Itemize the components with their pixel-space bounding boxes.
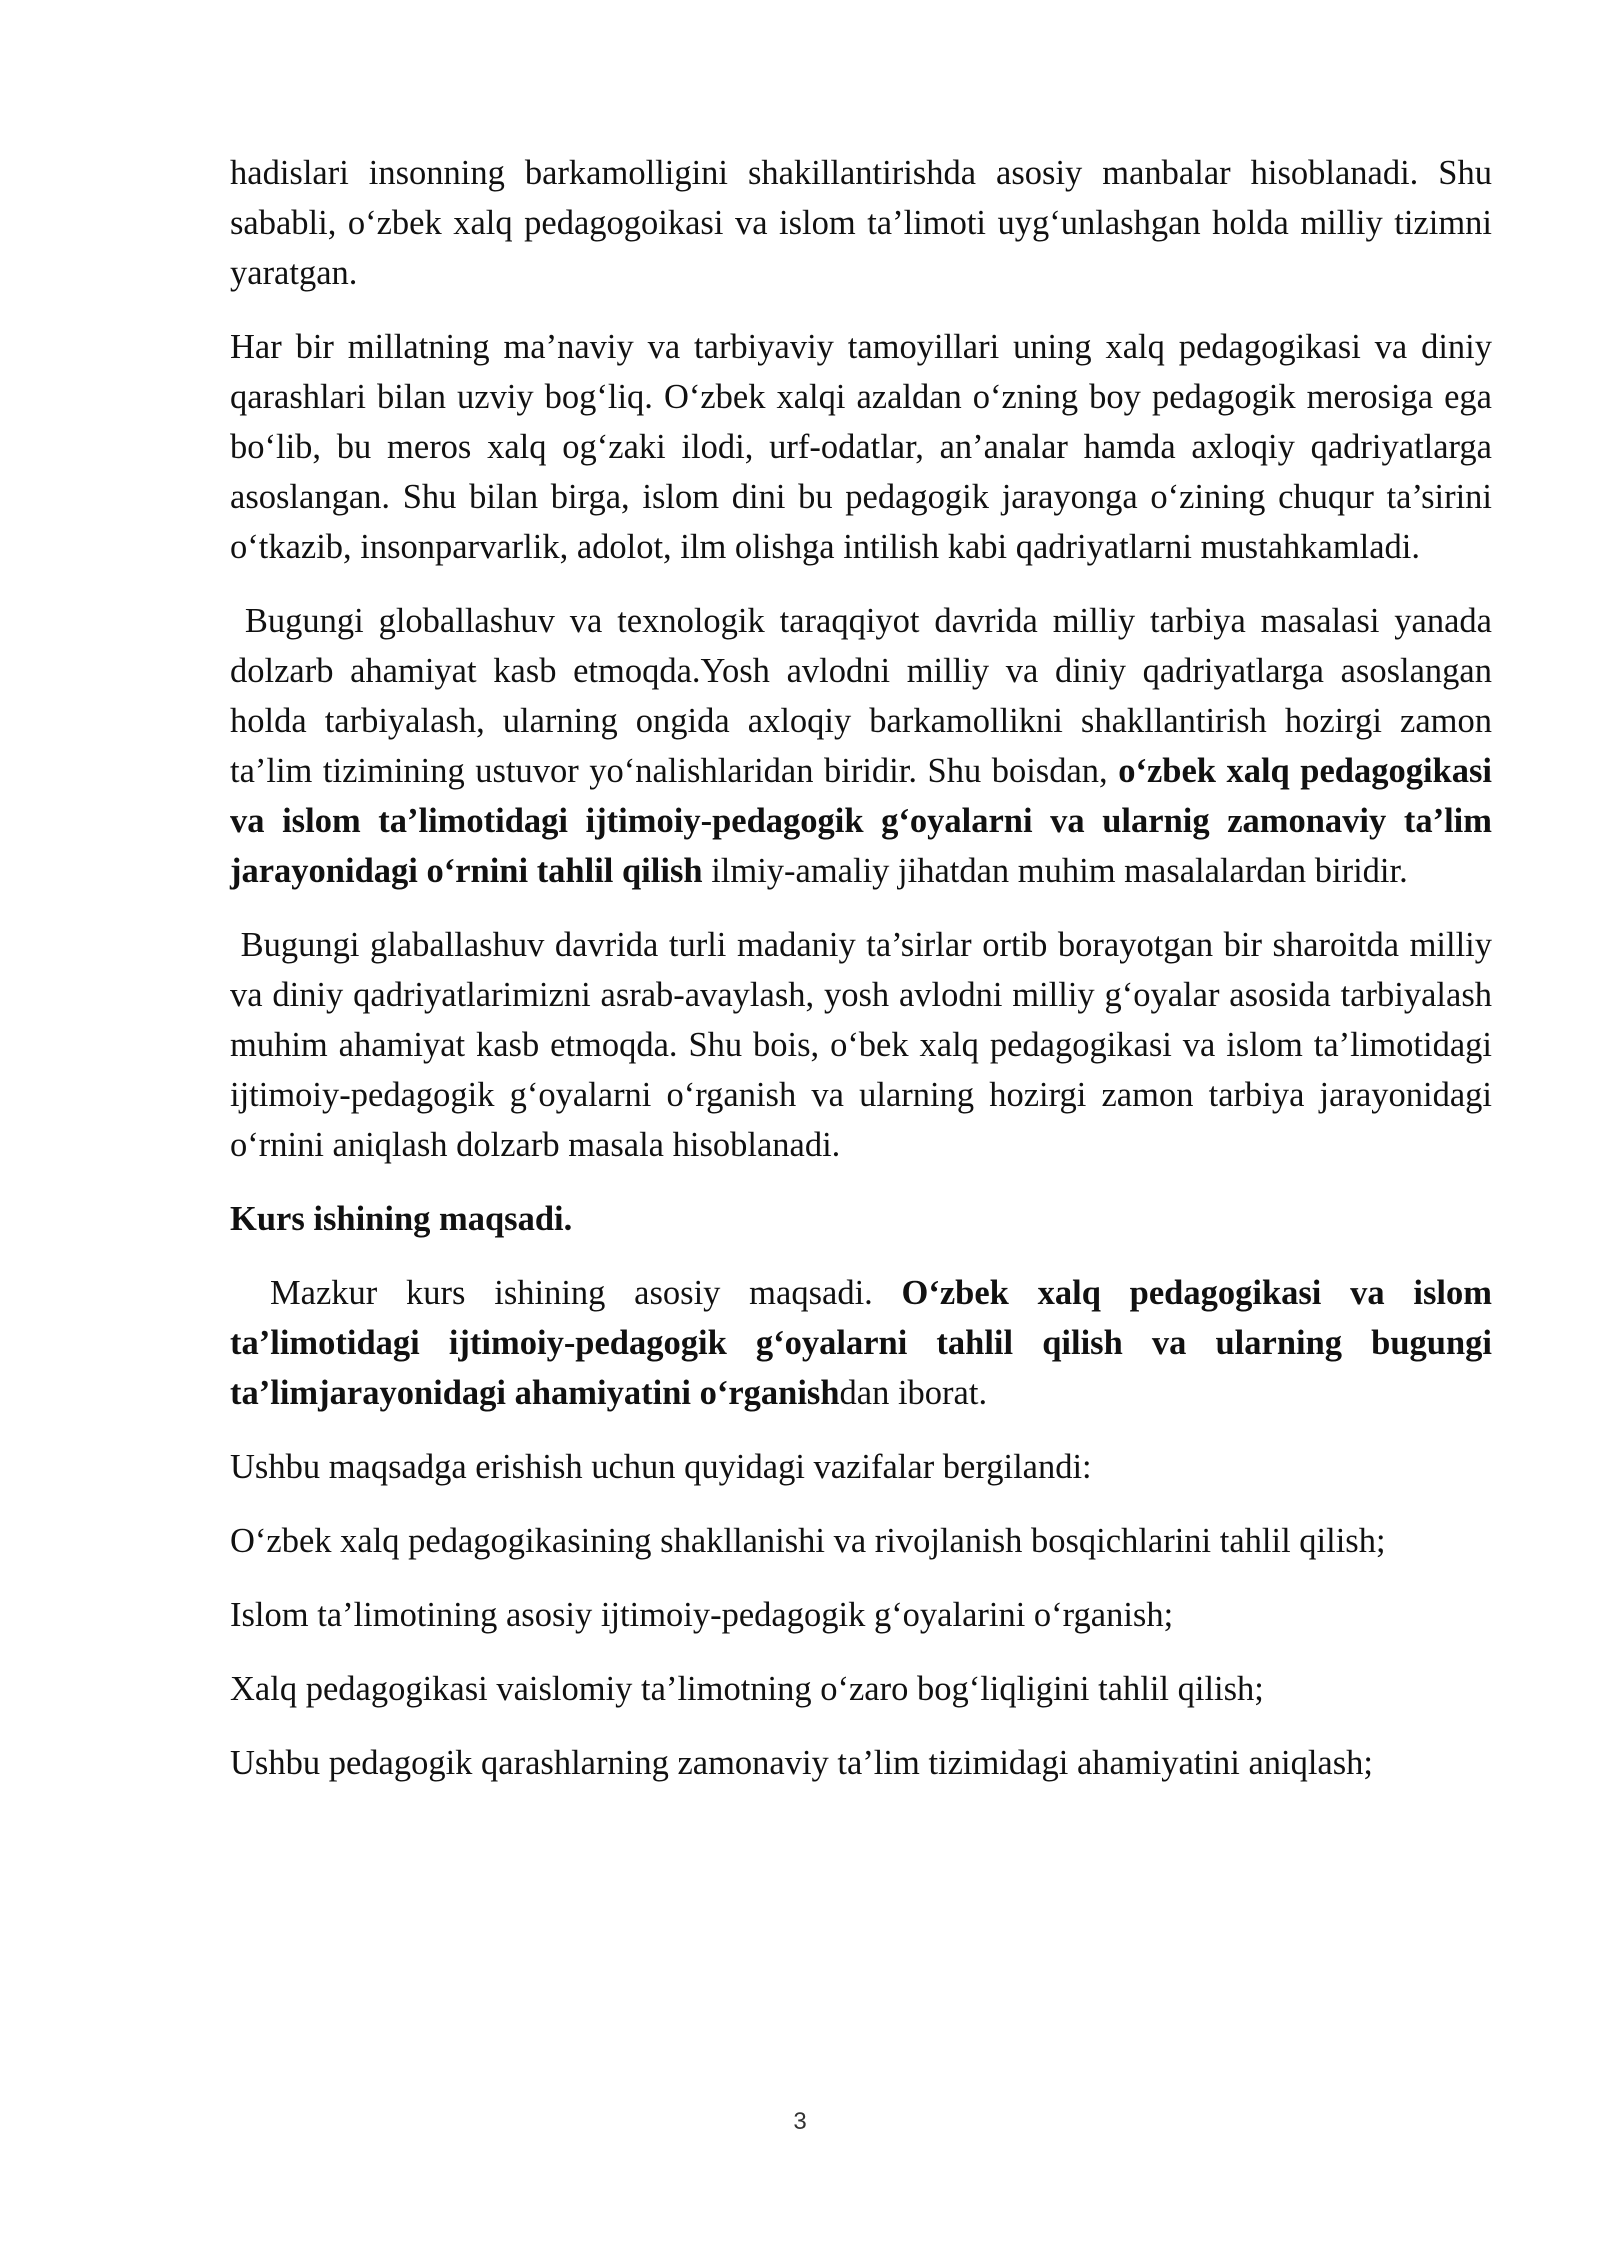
document-page bbox=[230, 148, 1501, 1812]
paragraph-globallashuv-bold-text: o‘zbek xalq pedagogikasi va islom ta’limotidagi ijtimoiy-pedagogik g‘oyalarni va ularnig zamonaviy ta’lim jarayonidagi o‘rnini tahlil qilish bbox=[230, 752, 1492, 890]
paragraph-globallashuv-text-end: ilmiy-amaliy jihatdan muhim masalalardan biridir. bbox=[702, 852, 1408, 890]
paragraph-maqsad bbox=[230, 1268, 1492, 1418]
task-item-3: Xalq pedagogikasi vaislomiy ta’limotning o‘zaro bog‘liqligini tahlil qilish; bbox=[230, 1670, 1264, 1708]
paragraph-maqsad-text-start: Mazkur kurs ishining asosiy maqsadi. bbox=[270, 1274, 902, 1312]
paragraph-maqsad-bold-text: O‘zbek xalq pedagogikasi va islom ta’limotidagi ijtimoiy-pedagogik g‘oyalarni tahlil qilish va ularning bugungi ta’limjarayonidagi ahamiyatini o‘rganish bbox=[230, 1274, 1492, 1412]
paragraph-maqsad-text-end: dan iborat. bbox=[839, 1374, 988, 1412]
page-number: 3 bbox=[793, 2108, 807, 2135]
paragraph-globallashuv-text-start: Bugungi globallashuv va texnologik taraqqiyot davrida milliy tarbiya masalasi yanada dolzarb ahamiyat kasb etmoqda.Yosh avlodni milliy va diniy qadriyatlarga asoslangan holda tarbiyalash, ularning ongida axloqiy barkamollikni shakllantirish hozirgi zamon ta’lim tizimining ustuvor yo‘nalishlaridan biridir. Shu boisdan, bbox=[230, 602, 1501, 790]
paragraph-globallashuv bbox=[230, 596, 1501, 896]
task-item-2: Islom ta’limotining asosiy ijtimoiy-pedagogik g‘oyalarini o‘rganish; bbox=[230, 1596, 1174, 1634]
paragraph-millatning-tamoyillari: Har bir millatning ma’naviy va tarbiyaviy tamoyillari uning xalq pedagogikasi va diniy qarashlari bilan uzviy bog‘liq. O‘zbek xalqi azaldan o‘zning boy pedagogik merosiga ega bo‘lib, bu meros xalq og‘zaki ilodi, urf-odatlar, an’analar hamda axloqiy qadriyatlarga asoslangan. Shu bilan birga, islom dini bu pedagogik jarayonga o‘zining chuqur ta’sirini o‘tkazib, insonparvarlik, adolot, ilm olishga intilish kabi qadriyatlarni mustahkamladi. bbox=[230, 328, 1492, 566]
paragraph-vazifalar-intro: Ushbu maqsadga erishish uchun quyidagi vazifalar bergilandi: bbox=[230, 1448, 1092, 1486]
paragraph-glaballashuv: Bugungi glaballashuv davrida turli madaniy ta’sirlar ortib borayotgan bir sharoitda milliy va diniy qadriyatlarimizni asrab-avaylash, yosh avlodni milliy g‘oyalar asosida tarbiyalash muhim ahamiyat kasb etmoqda. Shu bois, o‘bek xalq pedagogikasi va islom ta’limotidagi ijtimoiy-pedagogik g‘oyalarni o‘rganish va ularning hozirgi zamon tarbiya jarayonidagi o‘rnini aniqlash dolzarb masala hisoblanadi. bbox=[230, 926, 1501, 1164]
section-heading: Kurs ishining maqsadi. bbox=[230, 1200, 573, 1238]
task-item-4: Ushbu pedagogik qarashlarning zamonaviy ta’lim tizimidagi ahamiyatini aniqlash; bbox=[230, 1744, 1373, 1782]
task-item-1: O‘zbek xalq pedagogikasining shakllanishi va rivojlanish bosqichlarini tahlil qilish; bbox=[230, 1522, 1386, 1560]
paragraph-hadislari: hadislari insonning barkamolligini shakillantirishda asosiy manbalar hisoblanadi. Shu sababli, o‘zbek xalq pedagogoikasi va islom ta’limoti uyg‘unlashgan holda milliy tizimni yaratgan. bbox=[230, 154, 1492, 292]
